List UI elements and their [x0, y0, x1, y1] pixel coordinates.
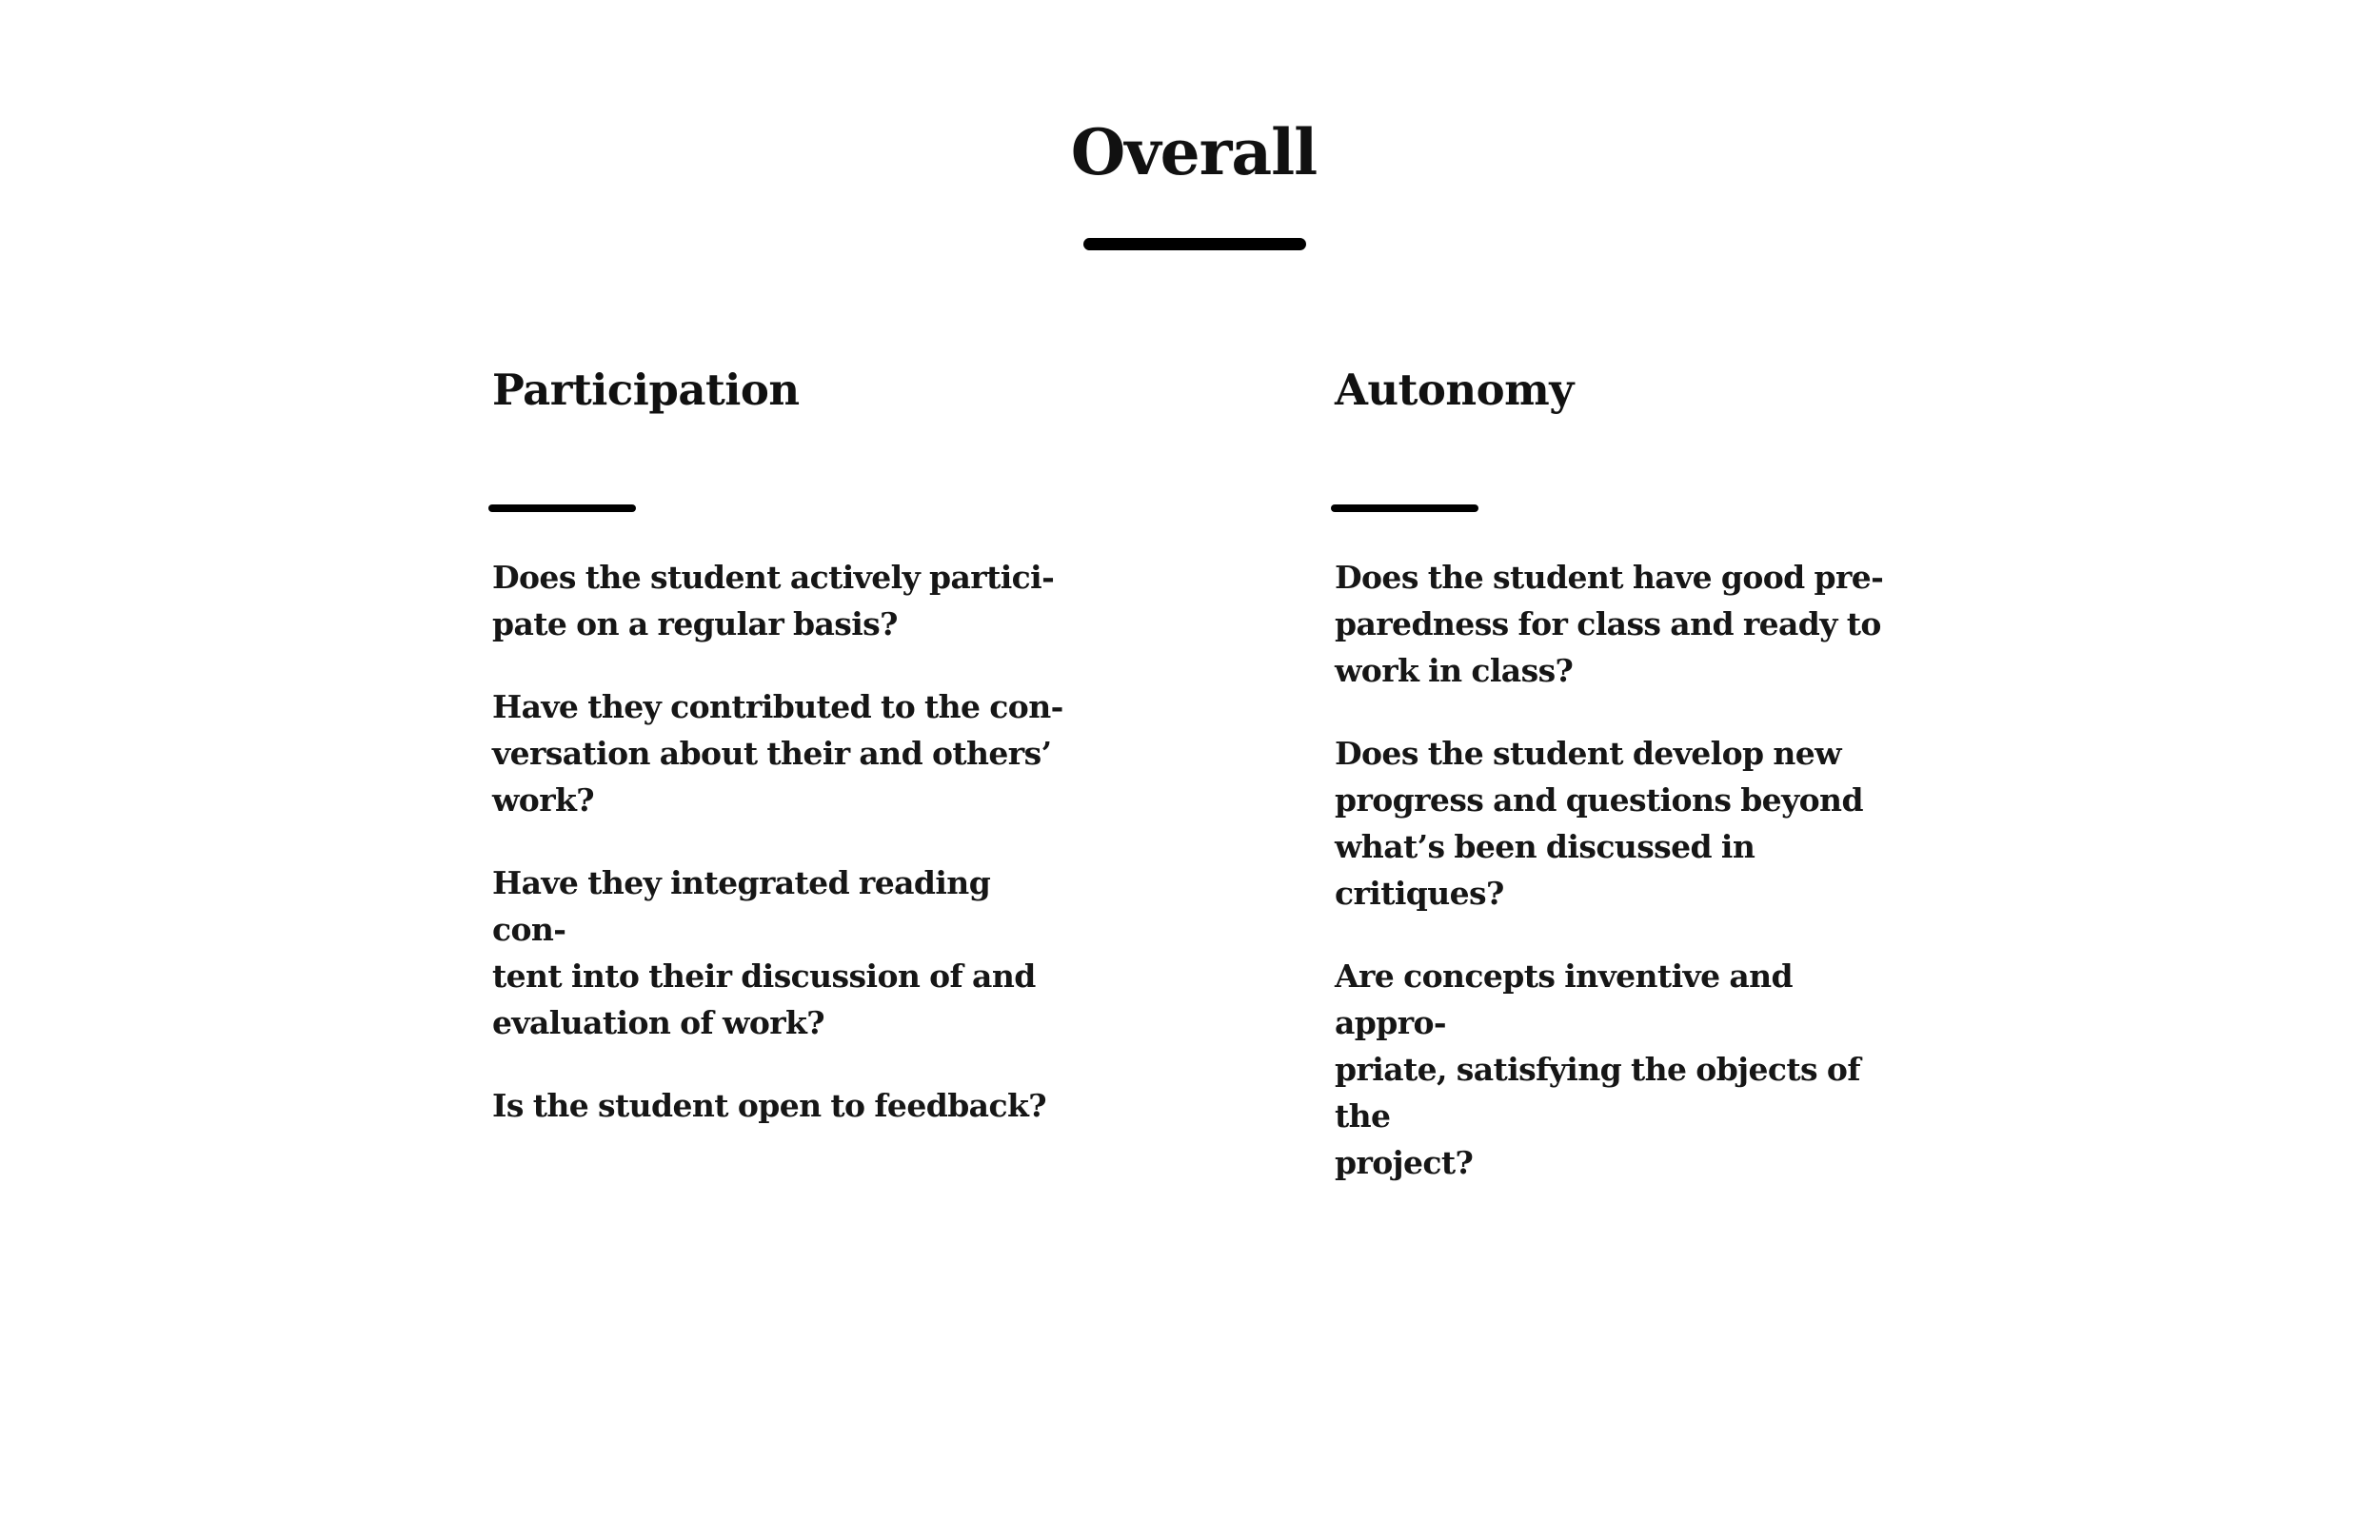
- autonomy-section: [1335, 352, 1906, 1181]
- question-item: Does the student actively partici- pate on a regular basis?: [492, 559, 1055, 642]
- title-divider: [1083, 238, 1306, 250]
- question-item: Does the student develop new progress and questions beyond what’s been discussed in critiques?: [1335, 735, 1863, 912]
- question-item: Have they integrated reading con- tent into their discussion of and evaluation of work?: [492, 864, 1036, 1041]
- autonomy-question-list: [1335, 554, 1906, 1222]
- section-heading-participation: Participation: [492, 365, 800, 415]
- question-item: Does the student have good pre- paredness for class and ready to work in class?: [1335, 559, 1884, 689]
- section-heading-autonomy: Autonomy: [1335, 365, 1574, 415]
- question-item: Are concepts inventive and appro- priate, satisfying the objects of the project?: [1335, 958, 1860, 1181]
- section-divider: [1331, 504, 1478, 512]
- section-divider: [488, 504, 636, 512]
- question-item: Have they contributed to the con- versation about their and others’ work?: [492, 688, 1063, 819]
- participation-question-list: [492, 554, 1063, 1165]
- participation-section: [492, 352, 1063, 1124]
- question-item: Is the student open to feedback?: [492, 1087, 1046, 1124]
- page-title: Overall: [1070, 115, 1318, 189]
